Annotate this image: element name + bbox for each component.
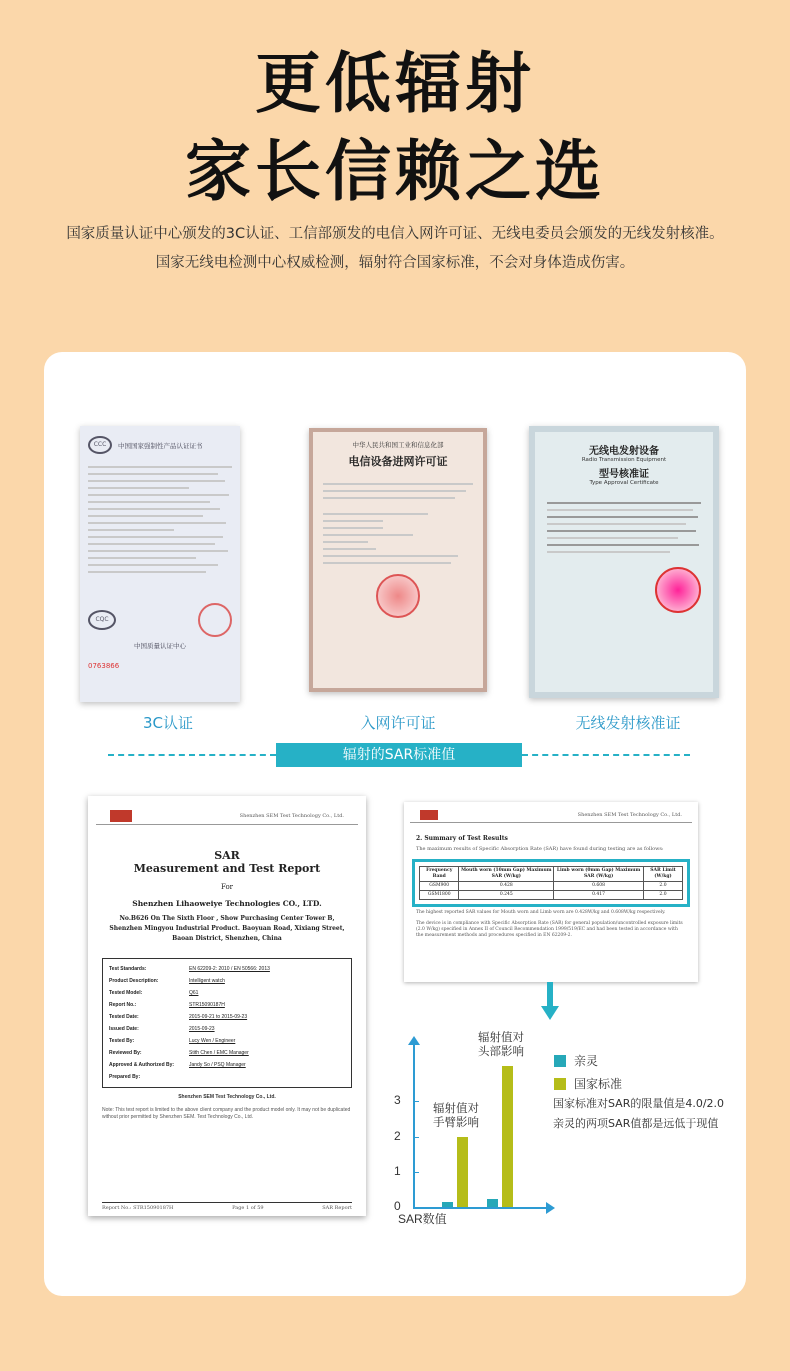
summary-table-cell: 2.0 <box>644 891 683 900</box>
report-footer-mid: Page 1 of 59 <box>232 1205 264 1211</box>
x-axis-label: SAR数值 <box>398 1212 447 1226</box>
summary-table-cell: 0.428 <box>459 882 554 891</box>
y-tick-label: 1 <box>394 1163 401 1178</box>
legend <box>554 1052 622 1092</box>
report-footer-left: Report No.: STR15090187H <box>102 1205 174 1211</box>
report-info-value: Q61 <box>189 990 199 996</box>
report-title-main: Measurement and Test Report <box>133 862 321 875</box>
y-tick-mark <box>414 1101 419 1102</box>
cert-3c-serial: 0763866 <box>88 662 120 670</box>
description-line1: 国家质量认证中心颁发的3C认证、工信部颁发的电信入网许可证、无线电委员会颁发的无线发射核准。 <box>66 226 724 242</box>
certificate-card <box>44 352 746 1296</box>
summary-table-cell: GSM1800 <box>420 891 459 900</box>
summary-table-cell: 0.417 <box>554 891 644 900</box>
report-info-value: STR15090187H <box>189 1002 225 1008</box>
summary-table-cell: 0.608 <box>554 882 644 891</box>
report-info-key: Product Description: <box>109 978 159 984</box>
headline-line1: 更低辐射 <box>255 45 535 122</box>
bar-qinling <box>442 1202 453 1207</box>
cqc-logo-icon: CQC <box>88 610 116 630</box>
category-label: 辐射值对 头部影响 <box>478 1030 524 1059</box>
report-info-key: Tested Date: <box>109 1014 139 1020</box>
legend-label-national-standard: 国家标准 <box>574 1077 623 1091</box>
cert-radio-subtitle: 型号核准证 <box>599 469 649 480</box>
report-title-sar: SAR <box>214 849 240 862</box>
report-info-key: Tested Model: <box>109 990 143 996</box>
report-info-value: Stith Chen / EMC Manager <box>189 1050 249 1056</box>
report-info-key: Report No.: <box>109 1002 137 1008</box>
report-info-key: Prepared By: <box>109 1074 141 1080</box>
legend-label-qinling: 亲灵 <box>574 1054 599 1068</box>
summary-table-header: Mouth worn (10mm Gap) Maximum SAR (W/kg) <box>459 867 554 882</box>
cert-3c-seal-text: 中国质量认证中心 <box>134 642 186 650</box>
caption-network-license: 入网许可证 <box>360 714 436 732</box>
report-info-key: Issued Date: <box>109 1026 139 1032</box>
report-info-key: Tested By: <box>109 1038 135 1044</box>
cert-radio-subtitle-en: Type Approval Certificate <box>589 480 659 486</box>
x-axis <box>413 1207 547 1209</box>
y-axis-arrow-icon <box>408 1036 420 1045</box>
summary-intro: The maximum results of Specific Absorption Rate (SAR) have found during testing are as follows: <box>416 846 664 852</box>
caption-3c: 3C认证 <box>142 714 194 732</box>
report-info-value: EN 62209-2: 2010 / EN 50566: 2013 <box>189 966 270 972</box>
caption-radio-approval: 无线发射核准证 <box>575 714 681 732</box>
y-tick-mark <box>414 1172 419 1173</box>
y-tick-mark <box>414 1137 419 1138</box>
x-axis-arrow-icon <box>546 1202 555 1214</box>
legend-swatch-qinling <box>554 1055 566 1067</box>
report-note: Note: This test report is limited to the above client company and the product model only. It may not be duplicated without prior permitted by Shenzhen SEM. Test Technology Co., Ltd. <box>102 1107 351 1120</box>
report-address: No.B626 On The Sixth Floor , Show Purchasing Center Tower B, Shenzhen Mingyou Industrial Product. Baoyuan Road, Xixiang Street, Baoan District, Shenzhen, China <box>109 915 345 942</box>
summary-table-header: Limb worn (0mm Gap) Maximum SAR (W/kg) <box>554 867 644 882</box>
summary-table-cell: 2.0 <box>644 882 683 891</box>
bar-national-standard <box>502 1066 513 1207</box>
y-axis <box>413 1042 415 1209</box>
summary-highest: The highest reported SAR values for Mouth worn and Limb worn are 0.428W/kg and 0.608W/kg respectively. <box>416 910 666 915</box>
headline-line2: 家长信赖之选 <box>185 133 605 210</box>
y-tick-label: 0 <box>394 1199 401 1213</box>
ccc-logo-icon: CCC <box>88 436 112 454</box>
sar-banner: 辐射的SAR标准值 <box>276 743 522 767</box>
cert-license-org: 中华人民共和国工业和信息化部 <box>352 441 444 449</box>
report-lab-name: Shenzhen SEM Test Technology Co., Ltd. <box>178 1094 276 1100</box>
cert-radio-title: 无线电发射设备 <box>589 446 659 457</box>
summary-heading: 2. Summary of Test Results <box>416 835 508 842</box>
summary-table-cell: 0.245 <box>459 891 554 900</box>
report-info-value: 2015-09-21 to 2015-09-23 <box>189 1014 248 1020</box>
chart-note: 国家标准对SAR的限量值是4.0/2.0 亲灵的两项SAR值都是远低于现值 <box>553 1097 725 1130</box>
summary-compliance: The device is in compliance with Specific Absorption Rate (SAR) for general population/uncontrolled exposure limits (2.0 W/kg) specified in Annex II of Council Recommendation 1999/519/EC and had been tested in accordance with the measurement methods and procedures specified in EN 62209-2. <box>416 921 683 938</box>
bar-qinling <box>487 1199 498 1207</box>
summary-header-company: Shenzhen SEM Test Technology Co., Ltd. <box>577 811 682 818</box>
report-info-value: Lucy Wen / Engineer <box>189 1038 236 1044</box>
category-label: 辐射值对 手臂影响 <box>433 1100 479 1129</box>
report-info-value: Intelligent watch <box>189 978 225 984</box>
summary-table-cell: GSM900 <box>420 882 459 891</box>
report-info-key: Reviewed By: <box>109 1050 142 1056</box>
cert-3c-org: 中国国家强制性产品认证证书 <box>118 441 203 450</box>
y-tick-label: 3 <box>394 1093 401 1108</box>
report-info-key: Test Standards: <box>109 966 147 972</box>
cert-radio-title-en: Radio Transmission Equipment <box>581 457 667 463</box>
cert-license-title: 电信设备进网许可证 <box>348 455 448 468</box>
summary-table-header: SAR Limit (W/kg) <box>644 867 683 882</box>
report-info-value: 2015-09-23 <box>189 1026 215 1032</box>
report-info-key: Approved & Authorized By: <box>109 1062 175 1068</box>
report-client: Shenzhen Lihaoweiye Technologies CO., LTD. <box>132 899 322 908</box>
report-footer-right: SAR Report <box>322 1205 352 1211</box>
report-info-value: Jandy So / PSQ Manager <box>189 1062 246 1068</box>
summary-table-header: Frequency Band <box>420 867 459 882</box>
report-header-company: Shenzhen SEM Test Technology Co., Ltd. <box>239 812 344 819</box>
sar-chart <box>44 352 746 1296</box>
bar-national-standard <box>457 1137 468 1207</box>
legend-swatch-national-standard <box>554 1078 566 1090</box>
y-tick-mark <box>414 1207 419 1208</box>
description-line2: 国家无线电检测中心权威检测，辐射符合国家标准，不会对身体造成伤害。 <box>155 255 635 271</box>
y-tick-label: 2 <box>394 1128 401 1143</box>
report-for: For <box>220 883 234 891</box>
